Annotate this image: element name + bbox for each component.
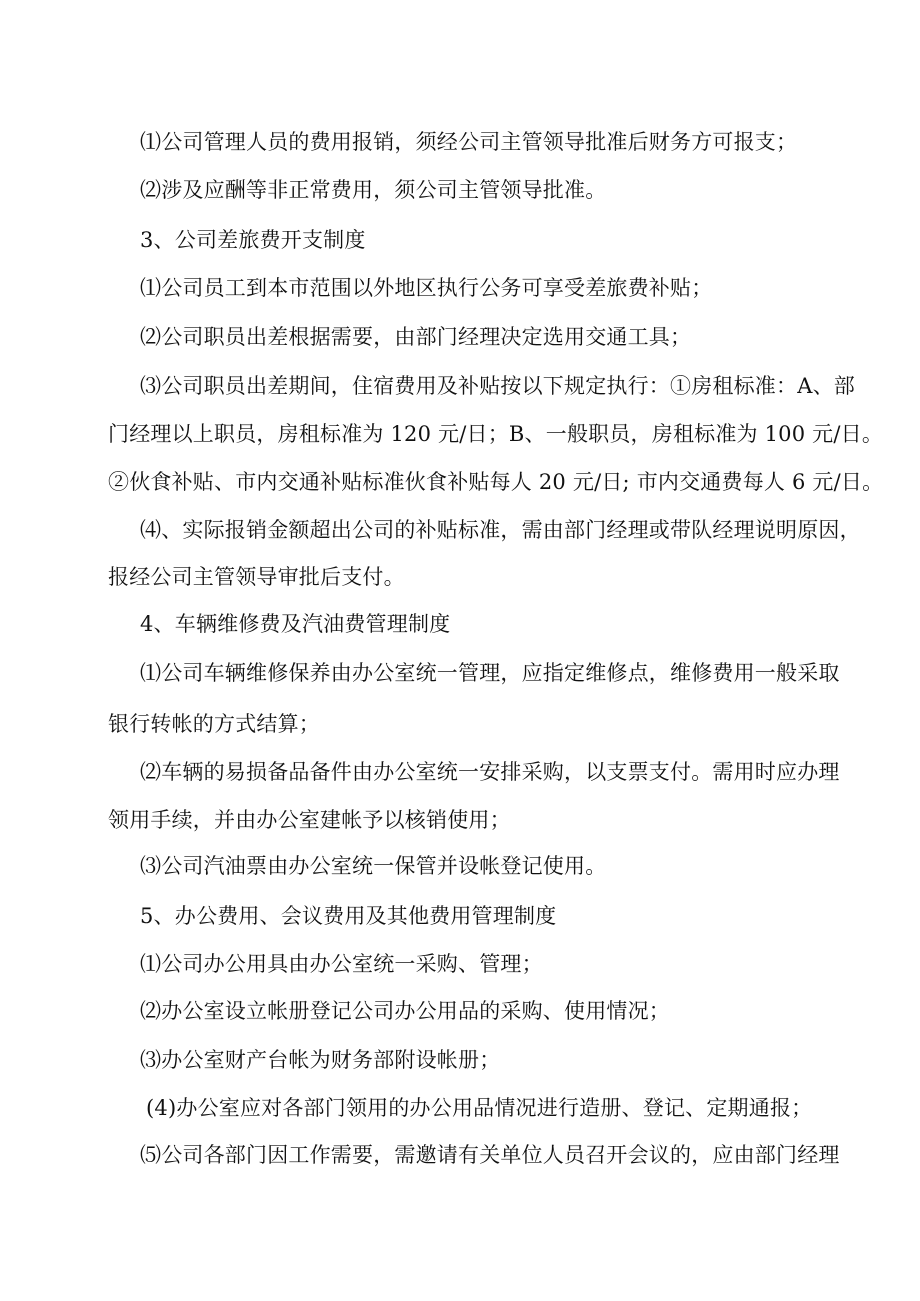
paragraph-line: ⑵办公室设立帐册登记公司办公用品的采购、使用情况； xyxy=(140,999,670,1023)
paragraph-line: ⑶公司汽油票由办公室统一保管并设帐登记使用。 xyxy=(140,854,607,878)
paragraph-line: ②伙食补贴、市内交通补贴标准伙食补贴每人 20 元/日; 市内交通费每人 6 元/日。 xyxy=(108,470,884,494)
paragraph-line: ⑷、实际报销金额超出公司的补贴标准，需由部门经理或带队经理说明原因， xyxy=(140,518,861,542)
paragraph-line: 领用手续，并由办公室建帐予以核销使用； xyxy=(108,808,511,832)
paragraph-line: ⑴公司管理人员的费用报销，须经公司主管领导批准后财务方可报支； xyxy=(140,130,798,154)
section-heading: 5、办公费用、会议费用及其他费用管理制度 xyxy=(140,904,557,928)
paragraph-line: ⑵涉及应酬等非正常费用，须公司主管领导批准。 xyxy=(140,178,607,202)
paragraph-line: ⑵公司职员出差根据需要，由部门经理决定选用交通工具； xyxy=(140,325,692,349)
paragraph-line: (4)办公室应对各部门领用的办公用品情况进行造册、登记、定期通报； xyxy=(146,1096,813,1120)
paragraph-line: ⑶公司职员出差期间，住宿费用及补贴按以下规定执行：①房租标准：A、部 xyxy=(140,374,855,398)
paragraph-line: 门经理以上职员，房租标准为 120 元/日；B、一般职员，房租标准为 100 元/日。 xyxy=(108,422,884,446)
paragraph-line: ⑵车辆的易损备品备件由办公室统一安排采购，以支票支付。需用时应办理 xyxy=(140,760,840,784)
paragraph-line: ⑶办公室财产台帐为财务部附设帐册； xyxy=(140,1048,501,1072)
paragraph-line: ⑴公司员工到本市范围以外地区执行公务可享受差旅费补贴； xyxy=(140,276,713,300)
paragraph-line: 报经公司主管领导审批后支付。 xyxy=(108,565,405,589)
section-heading: 4、车辆维修费及汽油费管理制度 xyxy=(140,612,451,636)
paragraph-line: 银行转帐的方式结算； xyxy=(108,712,320,736)
paragraph-line: ⑴公司办公用具由办公室统一采购、管理； xyxy=(140,952,543,976)
section-heading: 3、公司差旅费开支制度 xyxy=(140,228,366,252)
paragraph-line: ⑴公司车辆维修保养由办公室统一管理，应指定维修点，维修费用一般采取 xyxy=(140,661,840,685)
paragraph-line: ⑸公司各部门因工作需要，需邀请有关单位人员召开会议的，应由部门经理 xyxy=(140,1143,840,1167)
